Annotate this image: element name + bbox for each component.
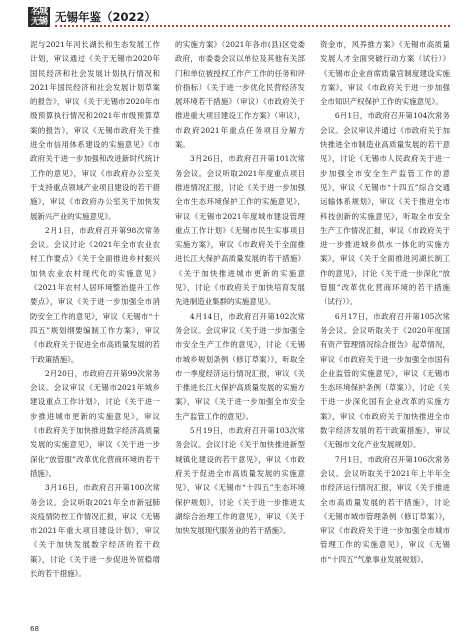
paragraph: 7月1日，市政府召开第106次常务会议。会议听取关于2021年上半年全市经济运行情况汇报，审议《关于推进全市高质量发展的若干措施》，讨论《无锡市城市管理条例（修订草案）》，审议《市政府关于进一步加强全市城市管理工作的实施意见》，审议《无锡市“十四五”气象事业发展规划》。 bbox=[320, 454, 450, 564]
yearbook-logo bbox=[28, 7, 50, 27]
header-divider bbox=[55, 25, 450, 27]
paragraph: 资金市，风养推方案》《无锡市高质量发展人才全面突破行动方案（试行）》《无锡市企业首席质量官制度建设实施方案》，审议《市政府关于进一步加强全市知识产权保护工作的实施意见》。 bbox=[320, 40, 450, 107]
text-column-left bbox=[30, 38, 160, 620]
yearbook-title: 无锡年鉴（2022） bbox=[55, 10, 157, 24]
text-column-middle bbox=[175, 38, 305, 620]
paragraph: 泥与2021年河长湖长和生态发展工作计划，审议通过《关于无锡市2020年国民经济和社会发展计划执行情况和2021年国民经济和社会发展计划草案的报告》，审议《关于无锡市2020年市级预算执行情况和2021年市级预算草案的报告》，审议《无锡市政府关于推进全市信用体系建设的实施意见》《市政府关于进一步加强和改进新时代统计工作的意见》，审议《市政府办公室关于支持重点领域产业项目建设的若干措施》，审议《市政府办公室关于加快发展新兴产业的实施意见》。 bbox=[30, 40, 160, 221]
paragraph: 6月1日，市政府召开第104次常务会议。会议审议并通过《市政府关于加快推进全市制造业高质量发展的若干意见》，讨论《无锡市人民政府关于进一步加强全市安全生产监管工作的意见》，审议《无锡市“十四五”综合交通运输体系规划》，审议《关于推进全市科技创新的实施意见》，听取全市安全生产工作情况汇报，审议《市政府关于进一步推进城乡供水一体化的实施方案》，审议《关于全面推进河湖长制工作的意见》，讨论《关于进一步深化“放管服”改革优化营商环境的若干措施（试行）》。 bbox=[320, 111, 450, 307]
page-header bbox=[0, 0, 468, 30]
page-number: 68 bbox=[30, 625, 39, 633]
paragraph: 2月1日，市政府召开第98次常务会议。会议讨论《2021年全市农业农村工作要点》《关于全面推进乡村振兴加快农业农村现代化的实施意见》《2021年农村人居环境整治提升工作要点》，审议《关于进一步加强全市消防安全工作的意见》，审议《无锡市“十四五”规划纲要编制工作方案》，审议《市政府关于促进全市高质量发展的若干政策措施》。 bbox=[30, 225, 160, 364]
text-column-right bbox=[320, 38, 450, 620]
paragraph: 6月17日，市政府召开第105次常务会议。会议听取关于《2020年度国有资产管理情况综合报告》起草情况，审议《市政府关于进一步加强全市国有企业监管的实施意见》，审议《无锡市生态环境保护条例（草案）》，讨论《关于进一步深化国有企业改革的实施方案》，审议《市政府关于加快推进全市数字经济发展的若干政策措施》，审议《无锡市文化产业发展规划》。 bbox=[320, 311, 450, 450]
logo-text-bottom: 无锡 bbox=[30, 17, 47, 27]
body-columns bbox=[30, 38, 450, 620]
paragraph: 3月26日，市政府召开第101次常务会议。会议听取2021年度重点项目推进情况汇报，讨论《关于进一步加强全市生态环境保护工作的实施意见》，审议《无锡市2021年度城市建设管理重点工作计划》《无锡市民生实事项目实施方案》，审议《市政府关于全面推进长江大保护高质量发展的若干措施》《关于加快推进城市更新的实施意见》，讨论《市政府关于加快培育发展先进制造业集群的实施意见》。 bbox=[175, 154, 305, 307]
paragraph: 2月20日，市政府召开第99次常务会议。会议审议《无锡市2021年城乡建设重点工作计划》，讨论《关于进一步推进城市更新的实施意见》，审议《市政府关于加快推进数字经济高质量发展的实施意见》，审议《关于进一步深化“放管服”改革优化营商环境的若干措施》。 bbox=[30, 368, 160, 478]
paragraph: 5月19日，市政府召开第103次常务会议。会议讨论《关于加快推进新型城镇化建设的若干意见》，审议《市政府关于促进全市高质量发展的实施意见》，审议《无锡市“十四五”生态环境保护规划》，讨论《关于进一步推进太湖综合治理工作的意见》，审议《关于加快发展现代服务业的若干措施》。 bbox=[175, 426, 305, 536]
paragraph: 3月16日，市政府召开第100次常务会议。会议听取2021年全市新冠肺炎疫情防控工作情况汇报，审议《无锡市2021年重大项目建设计划》，审议《关于加快发展数字经济的若干政策》，讨论《关于进一步促进外贸稳增长的若干措施》。 bbox=[30, 483, 160, 578]
paragraph: 的实施方案》（2021年各市(县)区党委政府，市委委会议以单位及其他有关部门和单位被授权工作产工作的任务和评价指标）《关于进一步优化民营经济发展环境若干措施》（审议）《市政府关于推进重大项目建设工作方案》（审议），市政府2021年重点任务项目分解方案。 bbox=[175, 40, 305, 150]
logo-text-top: 名城 bbox=[30, 7, 47, 17]
paragraph: 4月14日，市政府召开第102次常务会议。会议审议《关于进一步加强全市安全生产工作的意见》，讨论《无锡市城乡规划条例（修订草案）》，听取全市一季度经济运行情况汇报，审议《关于推进长江大保护高质量发展的实施方案》，审议《关于进一步加强全市安全生产监管工作的意见》。 bbox=[175, 311, 305, 421]
